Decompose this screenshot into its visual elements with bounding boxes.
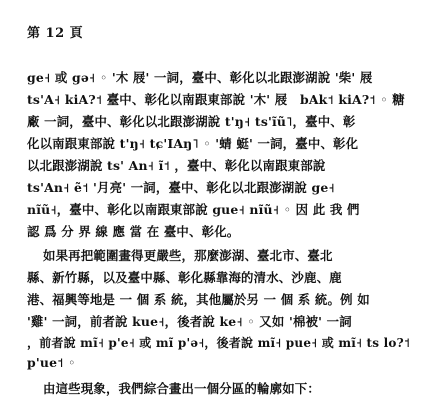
body-line-15: 由這些現象，我們綜合畫出一個分區的輪廓如下：	[43, 381, 320, 396]
body-line-7: nĩũ˧，臺中、彰化以南跟東部說 gue˧ nĩũ˧ ◦ 因 此 我 們	[27, 202, 360, 217]
body-line-3: 廠 一詞，臺中、彰化以北跟澎湖說 t'ŋ˧ ts'ĩũ˥，臺中、彰	[27, 114, 356, 129]
body-line-1: ge˧ 或 gə˧ ◦ '木 屐' 一詞，臺中、彰化以北跟澎湖說 '柴' 屐	[27, 70, 373, 85]
body-line-2: ts'A˧ kiA?˦ 臺中、彰化以南跟東部說 '木' 屐 bAk˦ kiA?˦ ◦ 糖	[27, 92, 405, 107]
body-line-14: p'ue˦ ◦	[27, 355, 76, 370]
body-line-8: 認 爲 分 界 線 應 當 在 臺中、彰化。	[27, 224, 240, 239]
body-line-4: 化以南跟東部說 t'ŋ˧ tɕ'IAŋ˥ ◦ '蜻 蜓' 一詞，臺中、彰化	[27, 136, 359, 151]
body-line-9: 如果再把範圍畫得更嚴些，那麼澎湖、臺北市、臺北	[43, 248, 333, 263]
page-number: 第 12 頁	[27, 26, 84, 41]
body-line-11: 港、福興等地是 一 個 系 統，其他屬於另 一 個 系 統。例 如	[27, 292, 370, 307]
body-line-5: 以北跟澎湖說 ts' An˧ ĩ˦ ，臺中、彰化以南跟東部說	[27, 158, 326, 173]
body-line-12: '雞' 一詞，前者說 kue˧，後者說 ke˧ ◦ 又如 '棉被' 一詞	[27, 314, 352, 329]
body-line-10: 縣、新竹縣，以及臺中縣、彰化縣靠海的清水、沙鹿、鹿	[27, 270, 342, 285]
body-line-6: ts'An˧ ẽ˦ '月亮' 一詞，臺中、彰化以北跟澎湖說 ge˧	[27, 180, 335, 195]
body-line-13: ，前者說 mĩ˧ p'e˧ 或 mĩ p'ə˧，後者說 mĩ˧ pue˧ 或 mĩ˧ ts lo?˦	[27, 336, 411, 350]
